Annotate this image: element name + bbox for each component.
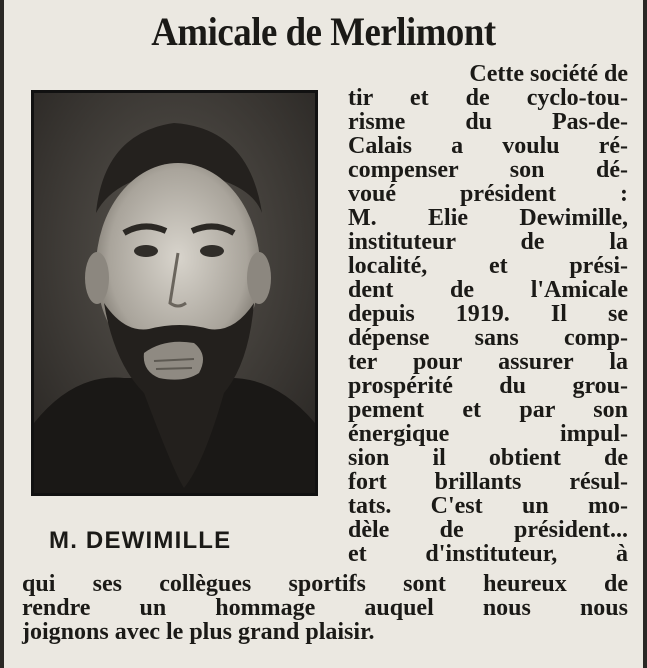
column-line: instituteur de la bbox=[348, 229, 628, 255]
portrait-photo bbox=[31, 90, 318, 496]
photo-caption: M. DEWIMILLE bbox=[49, 527, 232, 554]
column-line: prospérité du grou- bbox=[348, 373, 628, 399]
column-line: M. Elie Dewimille, bbox=[348, 205, 628, 231]
column-line: dent de l'Amicale bbox=[348, 277, 628, 303]
column-line: risme du Pas-de- bbox=[348, 109, 628, 135]
column-line: voué président : bbox=[348, 181, 628, 207]
column-line: fort brillants résul- bbox=[348, 469, 628, 495]
column-line: dèle de président... bbox=[348, 517, 628, 543]
column-line: compenser son dé- bbox=[348, 157, 628, 183]
column-line: Cette société de bbox=[469, 61, 628, 87]
column-line: sion il obtient de bbox=[348, 445, 628, 471]
full-width-line: qui ses collègues sportifs sont heureux de bbox=[22, 571, 628, 597]
column-line: Calais a voulu ré- bbox=[348, 133, 628, 159]
column-line: énergique impul- bbox=[348, 421, 628, 447]
column-line: localité, et prési- bbox=[348, 253, 628, 279]
headline: Amicale de Merlimont bbox=[151, 9, 496, 54]
portrait-image bbox=[34, 93, 315, 493]
column-line: depuis 1919. Il se bbox=[348, 301, 628, 327]
full-width-line: joignons avec le plus grand plaisir. bbox=[22, 619, 375, 645]
column-line: ter pour assurer la bbox=[348, 349, 628, 375]
full-width-line: rendre un hommage auquel nous nous bbox=[22, 595, 628, 621]
column-line: dépense sans comp- bbox=[348, 325, 628, 351]
column-line: tats. C'est un mo- bbox=[348, 493, 628, 519]
column-line: tir et de cyclo-tou- bbox=[348, 85, 628, 111]
column-line: pement et par son bbox=[348, 397, 628, 423]
column-line: et d'instituteur, à bbox=[348, 541, 628, 567]
